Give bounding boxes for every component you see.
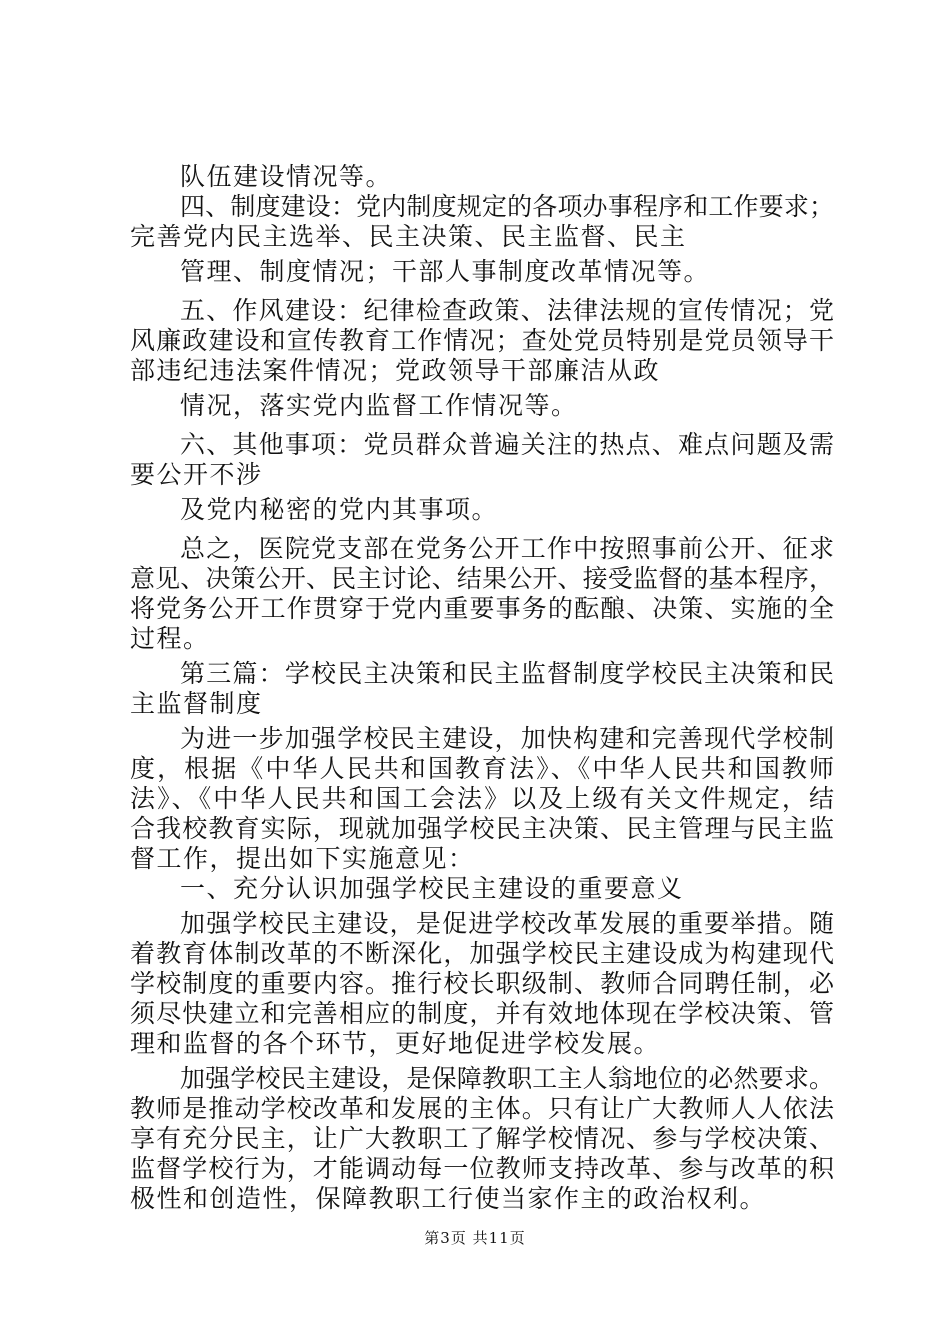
text-line: 督工作，提出如下实施意见：	[130, 844, 475, 873]
text-line: 队伍建设情况等。	[180, 162, 393, 191]
text-line: 理和监督的各个环节，更好地促进学校发展。	[130, 1029, 661, 1058]
text-line: 合我校教育实际，现就加强学校民主决策、民主管理与民主监	[130, 814, 834, 843]
text-line: 加强学校民主建设，是促进学校改革发展的重要举措。随	[180, 909, 834, 938]
text-line: 极性和创造性，保障教职工行使当家作主的政治权利。	[130, 1184, 767, 1213]
text-line: 四、制度建设：党内制度规定的各项办事程序和工作要求；	[180, 192, 834, 221]
text-line: 六、其他事项：党员群众普遍关注的热点、难点问题及需	[180, 430, 834, 459]
text-line: 及党内秘密的党内其事项。	[180, 495, 499, 524]
text-line: 过程。	[130, 624, 210, 653]
text-line: 享有充分民主，让广大教职工了解学校情况、参与学校决策、	[130, 1124, 834, 1153]
text-line: 将党务公开工作贯穿于党内重要事务的酝酿、决策、实施的全	[130, 594, 834, 623]
subsection-heading: 一、充分认识加强学校民主建设的重要意义	[180, 874, 684, 903]
text-line: 教师是推动学校改革和发展的主体。只有让广大教师人人依法	[130, 1094, 834, 1123]
text-line: 意见、决策公开、民主讨论、结果公开、接受监督的基本程序，	[130, 564, 834, 593]
text-line: 五、作风建设：纪律检查政策、法律法规的宣传情况；党	[180, 296, 834, 325]
text-line: 情况，落实党内监督工作情况等。	[180, 391, 578, 420]
page-number-footer: 第3页 共11页	[424, 1229, 526, 1247]
text-line: 法》、《中华人民共和国工会法》以及上级有关文件规定，结	[130, 784, 834, 813]
text-line: 监督学校行为，才能调动每一位教师支持改革、参与改革的积	[130, 1154, 834, 1183]
text-line: 学校制度的重要内容。推行校长职级制、教师合同聘任制，必	[130, 969, 834, 998]
text-line: 要公开不涉	[130, 460, 263, 489]
text-line: 管理、制度情况；干部人事制度改革情况等。	[180, 257, 711, 286]
text-line: 须尽快建立和完善相应的制度，并有效地体现在学校决策、管	[130, 999, 834, 1028]
text-line: 部违纪违法案件情况；党政领导干部廉洁从政	[130, 356, 661, 385]
text-line: 着教育体制改革的不断深化，加强学校民主建设成为构建现代	[130, 939, 834, 968]
text-line: 度，根据《中华人民共和国教育法》、《中华人民共和国教师	[130, 754, 834, 783]
text-line: 风廉政建设和宣传教育工作情况；查处党员特别是党员领导干	[130, 326, 834, 355]
text-line: 加强学校民主建设，是保障教职工主人翁地位的必然要求。	[180, 1064, 834, 1093]
text-line: 完善党内民主选举、民主决策、民主监督、民主	[130, 222, 687, 251]
section-heading: 主监督制度	[130, 689, 263, 718]
section-heading: 第三篇：学校民主决策和民主监督制度学校民主决策和民	[180, 659, 834, 688]
text-line: 总之，医院党支部在党务公开工作中按照事前公开、征求	[180, 534, 834, 563]
text-line: 为进一步加强学校民主建设，加快构建和完善现代学校制	[180, 724, 834, 753]
document-body	[130, 162, 834, 1214]
